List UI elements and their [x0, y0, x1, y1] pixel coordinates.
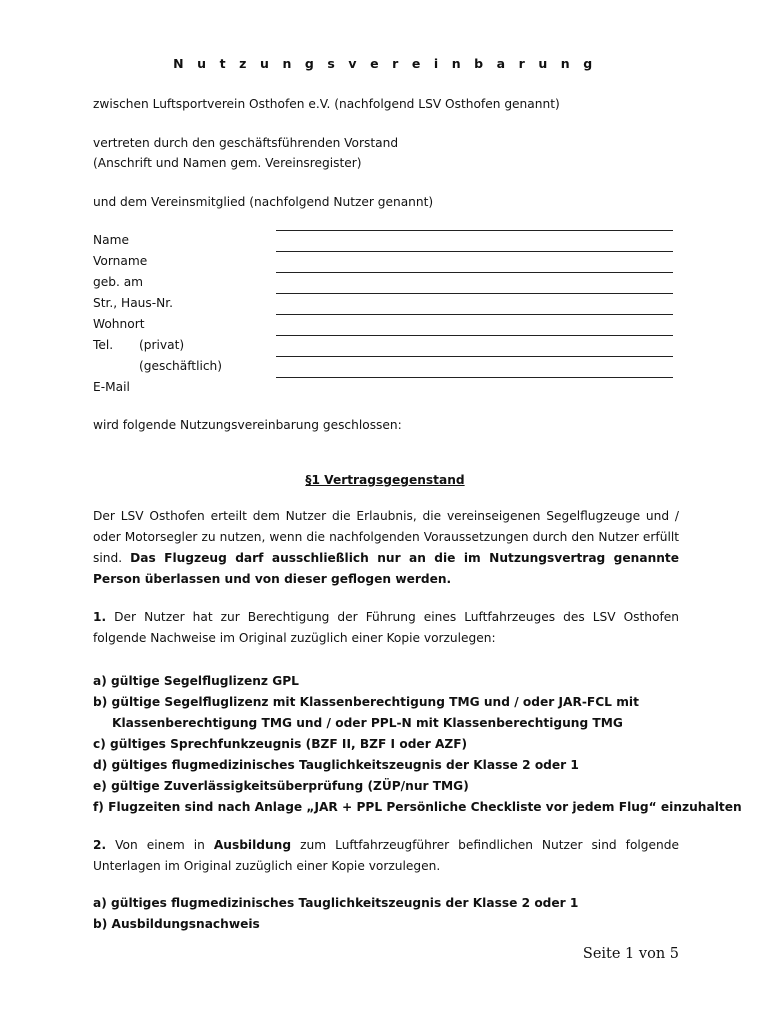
- tel-business-field[interactable]: [276, 356, 673, 357]
- intro-register-note: (Anschrift und Namen gem. Vereinsregister): [93, 156, 362, 170]
- list-item: f) Flugzeiten sind nach Anlage „JAR + PPL Persönliche Checkliste vor jedem Flug“ einzuhalten: [93, 800, 742, 814]
- field-label-street: Str., Haus-Nr.: [93, 296, 174, 310]
- paragraph-requirements-text: Der Nutzer hat zur Berechtigung der Führung eines Luftfahrzeuges des LSV Osthofen folgende Nachweise im Original zuzüglich einer Kopie vorzulegen:: [93, 610, 679, 645]
- field-label-geb: geb. am: [93, 275, 144, 289]
- paragraph-number-2: 2.: [93, 838, 107, 852]
- intro-represented: vertreten durch den geschäftsführenden Vorstand: [93, 136, 399, 150]
- list-item: b) Ausbildungsnachweis: [93, 917, 260, 931]
- list-item: e) gültige Zuverlässigkeitsüberprüfung (ZÜP/nur TMG): [93, 779, 469, 793]
- intro-between: zwischen Luftsportverein Osthofen e.V. (nachfolgend LSV Osthofen genannt): [93, 97, 560, 111]
- page-title: N u t z u n g s v e r e i n b a r u n g: [173, 56, 597, 71]
- list-item: Klassenberechtigung TMG und / oder PPL-N mit Klassenberechtigung TMG: [112, 716, 623, 730]
- paragraph-training-bold: Ausbildung: [213, 838, 292, 852]
- list-item: d) gültiges flugmedizinisches Tauglichkeitszeugnis der Klasse 2 oder 1: [93, 758, 579, 772]
- paragraph-training-post: zum Luftfahrzeugführer befindlichen Nutzer sind folgende Unterlagen im Original zuzüglich einer Kopie vorzulegen.: [93, 838, 679, 873]
- concluded-text: wird folgende Nutzungsvereinbarung geschlossen:: [93, 418, 402, 432]
- list-item: a) gültiges flugmedizinisches Tauglichkeitszeugnis der Klasse 2 oder 1: [93, 896, 579, 910]
- list-item: c) gültiges Sprechfunkzeugnis (BZF II, BZF I oder AZF): [93, 737, 468, 751]
- name-field[interactable]: [276, 230, 673, 231]
- field-label-tel: Tel.: [93, 338, 114, 352]
- field-label-vorname: Vorname: [93, 254, 148, 268]
- paragraph-requirements: [93, 607, 679, 649]
- paragraph-permission-normal: Der LSV Osthofen erteilt dem Nutzer die Erlaubnis, die vereinseigenen Segelflugzeuge und / oder Motorsegler zu nutzen, wenn die nachfolgenden Voraussetzungen durch den Nutzer erfüllt sind.: [93, 509, 679, 565]
- intro-member: und dem Vereinsmitglied (nachfolgend Nutzer genannt): [93, 195, 434, 209]
- field-label-tel-privat: (privat): [139, 338, 185, 352]
- wohnort-field[interactable]: [276, 314, 673, 315]
- section-heading: §1 Vertragsgegenstand: [305, 473, 465, 487]
- birthdate-field[interactable]: [276, 272, 673, 273]
- email-field[interactable]: [276, 377, 673, 378]
- paragraph-permission: [93, 506, 679, 590]
- paragraph-training-pre: Von einem in: [115, 838, 205, 852]
- paragraph-training: [93, 835, 679, 877]
- page-number: Seite 1 von 5: [582, 946, 679, 962]
- list-item: b) gültige Segelfluglizenz mit Klassenberechtigung TMG und / oder JAR-FCL mit: [93, 695, 639, 709]
- paragraph-number-1: 1.: [93, 610, 107, 624]
- field-label-wohnort: Wohnort: [93, 317, 145, 331]
- field-label-email: E-Mail: [93, 380, 130, 394]
- street-field[interactable]: [276, 293, 673, 294]
- field-label-tel-business: (geschäftlich): [139, 359, 223, 373]
- vorname-field[interactable]: [276, 251, 673, 252]
- paragraph-permission-bold: Das Flugzeug darf ausschließlich nur an die im Nutzungsvertrag genannte Person überlassen und von dieser geflogen werden.: [93, 551, 680, 586]
- field-label-name: Name: [93, 233, 129, 247]
- tel-privat-field[interactable]: [276, 335, 673, 336]
- list-item: a) gültige Segelfluglizenz GPL: [93, 674, 299, 688]
